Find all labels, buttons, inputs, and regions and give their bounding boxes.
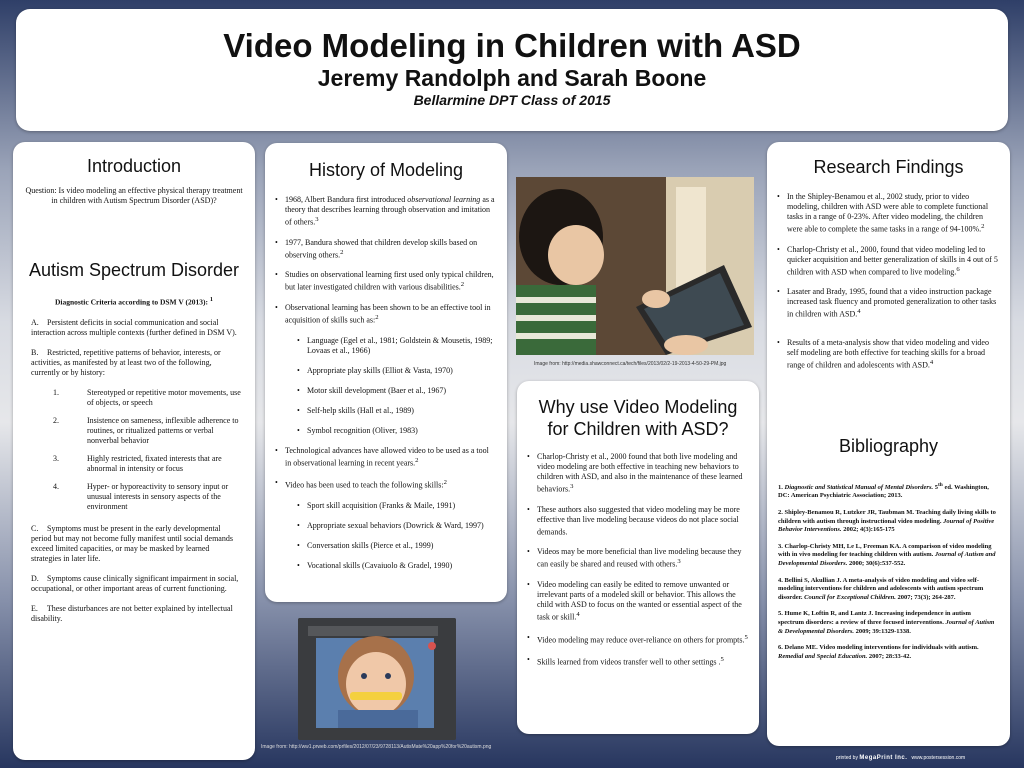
list-item: • Symbol recognition (Oliver, 1983) xyxy=(297,426,497,436)
list-item: • 1968, Albert Bandura first introduced observational learning as a theory that describes learning through observation and imitation of others.$^3$ xyxy=(275,195,497,228)
bibliography-entry: 3. Charlop-Christy MH, Le L, Freeman KA. A comparison of video modeling with in vivo modeling for teaching children with autism. Journal of Autism and Developmental Disorders. 2000; 30(6):537-552. xyxy=(778,542,996,567)
toothbrush-photo-caption: Image from: http://ww1.prweb.com/prfiles/2012/07/23/9728113/AutisMate%20app%20for%20autism.png xyxy=(261,744,492,750)
list-item: • Vocational skills (Cavaiuolo & Gradel, 1990) xyxy=(297,561,497,571)
child-tablet-illustration xyxy=(516,177,754,355)
list-item: • In the Shipley-Benamou et al., 2002 study, prior to video modeling, children with ASD were able to complete functional tasks in a range of 0-23%. After video modeling, the children were able to complete the same tasks in a range of 94-100%.$^2$ xyxy=(777,192,1000,235)
poster-title-box xyxy=(16,9,1008,131)
list-item: • Sport skill acquisition (Franks & Maile, 1991) xyxy=(297,501,497,511)
criterion-d: D. Symptoms cause clinically significant impairment in social, occupational, or other important areas of current functioning. xyxy=(31,573,239,593)
criterion-c: C. Symptoms must be present in the early developmental period but may not become fully manifest until social demands exceed limited capacities, or may be masked by learned strategies in later life. xyxy=(31,523,233,563)
poster-title: Video Modeling in Children with ASD xyxy=(223,27,801,64)
list-item: • Language (Egel et al., 1981; Goldstein & Mousetis, 1989; Lovaas et al., 1966) xyxy=(297,336,497,356)
tablet-photo-caption: Image from: http://media.shawconnect.ca/tech/files/2013/02/2-19-2013-4-50-29-PM.jpg xyxy=(534,361,727,367)
introduction-panel xyxy=(13,142,255,760)
history-panel xyxy=(265,143,507,602)
list-item: • 1977, Bandura showed that children develop skills based on observing others.$^2$ xyxy=(275,238,497,261)
why-panel xyxy=(517,381,759,734)
why-heading: Why use Video Modeling for Children with ASD? xyxy=(538,397,738,439)
child-tablet-photo xyxy=(516,177,754,355)
list-item: • Lasater and Brady, 1995, found that a video instruction package increased task fluency and promoted generalization to other tasks in children with ASD.$^4$ xyxy=(777,287,1000,320)
why-list xyxy=(527,452,749,668)
research-list xyxy=(777,192,1000,371)
poster-authors: Jeremy Randolph and Sarah Boone xyxy=(317,65,707,91)
list-item: • Self-help skills (Hall et al., 1989) xyxy=(297,406,497,416)
research-heading: Research Findings xyxy=(813,157,964,177)
bibliography-entry: 4. Bellini S, Akullian J. A meta-analysis of video modeling and video self-modeling interventions for children and adolescents with autism spectrum disorder. Council for Exceptional Children. 2007; 73(3); 264-287. xyxy=(778,576,984,601)
criteria-heading: Diagnostic Criteria according to DSM V (2013): $^1$ xyxy=(54,296,214,307)
bibliography-list xyxy=(767,481,1010,662)
printer-credit: printed by MegaPrint Inc. www.postersession.com xyxy=(836,755,966,761)
bibliography-entry: 1. Diagnostic and Statistical Manual of Mental Disorders. 5th ed. Washington, DC: American Psychiatric Association; 2013. xyxy=(778,481,989,500)
list-item: • Charlop-Christy et al., 2000 found that both live modeling and video modeling are both effective in teaching new behaviors to children with ASD, and also in the maintenance of these learned behaviors.$^3$ xyxy=(527,452,749,495)
list-item: • Studies on observational learning first used only typical children, but later investigated children with various disabilities.$^2$ xyxy=(275,270,497,293)
printer-logo: MegaPrint Inc. xyxy=(859,755,908,761)
list-item: • Video modeling may reduce over-reliance on others for prompts.$^5$ xyxy=(527,633,749,646)
toothbrush-app-photo xyxy=(298,618,456,740)
research-panel xyxy=(767,142,1010,746)
subcriterion: 4. Hyper- or hyporeactivity to sensory input or unusual interests in sensory aspects of the environment xyxy=(53,481,229,511)
list-item: • Appropriate sexual behaviors (Dowrick & Ward, 1997) xyxy=(297,521,497,531)
criterion-a: A. Persistent deficits in social communication and social interaction across multiple contexts (further defined in DSM V). xyxy=(31,317,237,337)
list-item: • These authors also suggested that video modeling may be more effective than live modeling because videos do not place social demands. xyxy=(527,505,749,538)
list-item: • Conversation skills (Pierce et al., 1999) xyxy=(297,541,497,551)
list-item: • Video has been used to teach the following skills:$^2$ xyxy=(275,478,497,491)
list-item: • Charlop-Christy et al., 2000, found that video modeling led to quicker acquisition and better generalization of skills in 4 out of 5 children with ASD when compared to live modeling.$^6$ xyxy=(777,245,1000,278)
asd-heading: Autism Spectrum Disorder xyxy=(28,260,240,280)
research-question: Question: Is video modeling an effective physical therapy treatment in children with Autism Spectrum Disorder (ASD)? xyxy=(25,186,243,205)
poster-class: Bellarmine DPT Class of 2015 xyxy=(413,92,611,108)
bibliography-entry: 2. Shipley-Benamou R, Lutzker JR, Taubman M. Teaching daily living skills to children with autism through instructional video modeling. Journal of Positive Behavior Interventions. 2002; 4(3):165-175 xyxy=(778,508,996,534)
subcriterion: 2. Insistence on sameness, inflexible adherence to routines, or ritualized patterns or verbal nonverbal behavior xyxy=(53,415,239,445)
toothbrush-app-illustration xyxy=(298,618,456,740)
subcriterion: 1. Stereotyped or repetitive motor movements, use of objects, or speech xyxy=(53,387,241,407)
criterion-b: B. Restricted, repetitive patterns of behavior, interests, or activities, as manifested by at least two of the following, currently or by history: xyxy=(31,347,221,377)
list-item: • Video modeling can easily be edited to remove unwanted or irrelevant parts of a modeled skill or behavior. This allows the child with ASD to focus on the wanted or essential aspect of the task or skill.$^4$ xyxy=(527,580,749,623)
list-item: • Technological advances have allowed video to be used as a tool in observational learning in recent years.$^2$ xyxy=(275,446,497,469)
history-heading: History of Modeling xyxy=(308,160,464,180)
list-item: • Skills learned from videos transfer well to other settings .$^5$ xyxy=(527,655,749,668)
bibliography-entry: 5. Hume K, Loftin R, and Lantz J. Increasing independence in autism spectrum disorders: a review of three focused interventions. Journal of Autism & Developmental Disorders. 2009; 39:1329-1338. xyxy=(778,610,995,635)
list-item: • Motor skill development (Baer et al., 1967) xyxy=(297,386,497,396)
bibliography-entry: 6. Delano ME. Video modeling interventions for individuals with autism. Remedial and Special Education. 2007; 28:33-42. xyxy=(778,644,979,660)
criterion-e: E. These disturbances are not better explained by intellectual disability. xyxy=(31,603,233,623)
list-item: • Observational learning has been shown to be an effective tool in acquisition of skills such as:$^2$ xyxy=(275,303,497,326)
list-item: • Appropriate play skills (Elliot & Vasta, 1970) xyxy=(297,366,497,376)
bibliography-heading: Bibliography xyxy=(838,435,939,456)
list-item: • Videos may be more beneficial than live modeling because they can easily be shared and reused with others.$^3$ xyxy=(527,547,749,570)
list-item: • Results of a meta-analysis show that video modeling and video self modeling are both effective for teaching skills for a broad range of children and adolescents with ASD.$^4$ xyxy=(777,338,1000,371)
subcriterion: 3. Highly restricted, fixated interests that are abnormal in intensity or focus xyxy=(53,453,222,473)
introduction-heading: Introduction xyxy=(86,156,182,176)
history-list xyxy=(275,195,497,571)
